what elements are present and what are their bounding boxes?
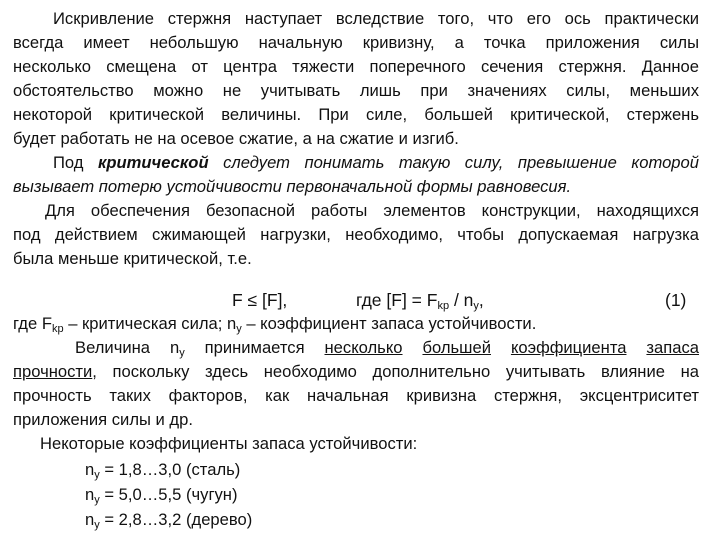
paragraph-5-line-3: прочность таких факторов, как начальная кривизна стержня, эксцентриситет — [13, 386, 699, 405]
definition-term: критической — [97, 153, 209, 172]
paragraph-3-line-3: была меньше критической, т.е. — [13, 249, 252, 268]
paragraph-1-line-3: несколько смещена от центра тяжести поперечного сечения стержня. Данное — [13, 57, 699, 76]
coefficient-steel: $n_y$ = 1,8…3,0 (сталь) — [85, 460, 241, 481]
formula-middle: где $[F] = F_{kp} / n_y$, — [356, 290, 484, 312]
paragraph-5-line-4: приложения силы и др. — [13, 410, 193, 429]
paragraph-1-line-5: некоторой критической величины. При силе, большей критической, стержень — [13, 105, 699, 124]
paragraph-1-line-6: будет работать не на осевое сжатие, а на сжатие и изгиб. — [13, 129, 459, 148]
coefficient-cast-iron: $n_y$ = 5,0…5,5 (чугун) — [85, 485, 238, 506]
formula-explanation: где $F_{kp}$ – критическая сила; $n_y$ – коэффициент запаса устойчивости. — [13, 314, 537, 335]
paragraph-1-line-4: обстоятельство можно не учитывать лишь при значениях силы, меньших — [13, 81, 699, 100]
definition-line-2: вызывает потерю устойчивости первоначальной формы равновесия. — [13, 177, 572, 196]
paragraph-5-line-1: Величина $n_y$ принимается несколько большей коэффициента запаса — [75, 338, 699, 359]
paragraph-3-line-1: Для обеспечения безопасной работы элементов конструкции, находящихся — [45, 201, 699, 220]
paragraph-3-line-2: под действием сжимающей нагрузки, необходимо, чтобы допускаемая нагрузка — [13, 225, 699, 244]
coefficient-wood: $n_y$ = 2,8…3,2 (дерево) — [85, 510, 253, 531]
coefficients-title: Некоторые коэффициенты запаса устойчивости: — [40, 434, 418, 453]
definition-rest: следует понимать такую силу, превышение которой — [208, 153, 699, 172]
paragraph-5-line-2: прочности, поскольку здесь необходимо дополнительно учитывать влияние на — [13, 362, 699, 381]
paragraph-1-line-1: Искривление стержня наступает вследствие того, что его ось практически — [53, 9, 699, 28]
paragraph-1-line-2: всегда имеет небольшую начальную кривизну, а точка приложения силы — [13, 33, 699, 52]
definition-line-1 — [53, 151, 699, 175]
formula-left: F ≤ [F], — [232, 290, 288, 310]
definition-lead: Под — [53, 153, 98, 172]
formula-number: (1) — [665, 290, 687, 310]
